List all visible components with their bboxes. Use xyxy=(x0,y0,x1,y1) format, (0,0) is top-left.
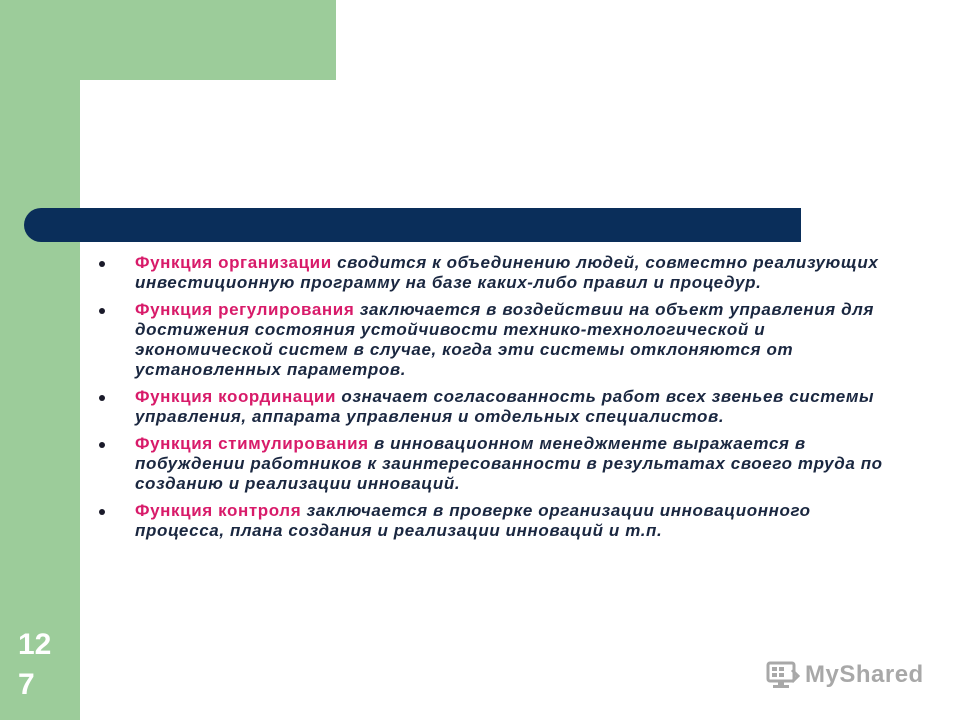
function-term: Функция стимулирования xyxy=(135,434,369,453)
function-term: Функция координации xyxy=(135,387,337,406)
function-description: в инновационном менеджменте выражается в побуждении работников к заинтересованности в результатах своего труда по созданию и реализации инноваций. xyxy=(135,434,883,493)
list-item xyxy=(98,501,888,541)
green-sidebar xyxy=(0,0,80,720)
list-item xyxy=(98,253,888,293)
title-bar xyxy=(24,208,801,242)
rounded-corner xyxy=(80,80,160,160)
slide-number: 127 xyxy=(18,628,52,701)
function-term: Функция организации xyxy=(135,253,332,272)
function-description: заключается в проверке организации инновационного процесса, плана создания и реализации инноваций и т.п. xyxy=(135,501,811,540)
watermark xyxy=(766,655,924,695)
function-description: означает согласованность работ всех звеньев системы управления, аппарата управления и отдельных специалистов. xyxy=(135,387,875,426)
list-item xyxy=(98,387,888,427)
bullet-icon xyxy=(99,261,105,267)
bullet-icon xyxy=(99,395,105,401)
bullet-icon xyxy=(99,308,105,314)
bullet-list xyxy=(98,253,888,548)
function-term: Функция контроля xyxy=(135,501,302,520)
bullet-icon xyxy=(99,509,105,515)
monitor-logo-icon xyxy=(766,660,800,690)
function-term: Функция регулирования xyxy=(135,300,355,319)
function-description: заключается в воздействии на объект управления для достижения состояния устойчивости технико-технологической и экономической систем в случае, когда эти системы отклоняются от установленных параметров. xyxy=(135,300,874,379)
list-item xyxy=(98,300,888,380)
green-top-band xyxy=(0,0,336,80)
list-item xyxy=(98,434,888,494)
function-description: сводится к объединению людей, совместно реализующих инвестиционную программу на базе каких-либо правил и процедур. xyxy=(135,253,879,292)
watermark-text: MyShared xyxy=(805,661,924,688)
bullet-icon xyxy=(99,442,105,448)
